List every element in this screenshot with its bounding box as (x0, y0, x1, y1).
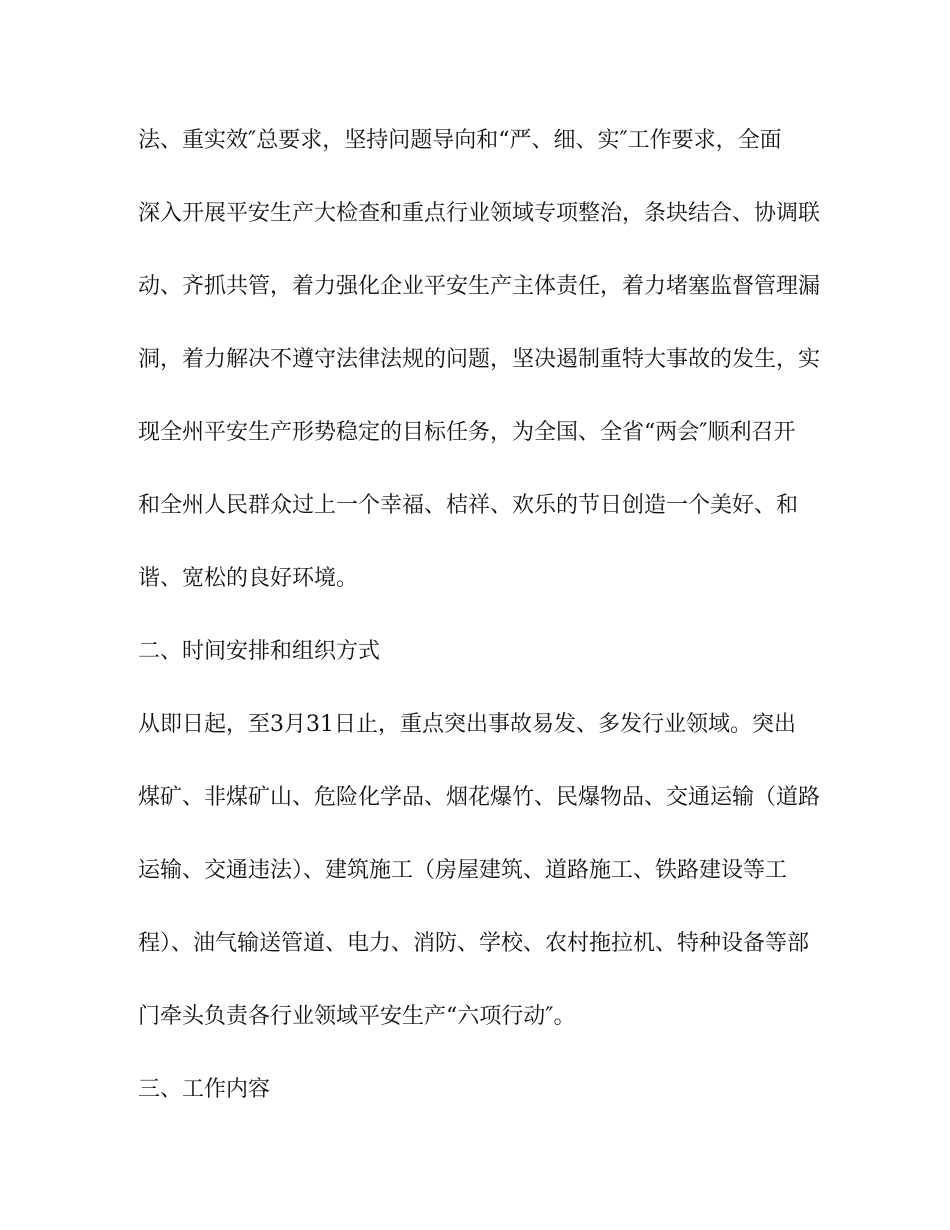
section-heading-2: 二、时间安排和组织方式 (138, 639, 381, 664)
paragraph-line: 谐、宽松的良好环境。 (138, 566, 359, 591)
paragraph-line: 洞，着力解决不遵守法律法规的问题，坚决遏制重特大事故的发生，实 (138, 347, 821, 372)
paragraph-line: 现全州平安生产形势稳定的目标任务，为全国、全省“两会″顺利召开 (138, 420, 796, 445)
paragraph-line: 从即日起，至3月31日止，重点突出事故易发、多发行业领域。突出 (138, 712, 796, 737)
section-heading-3: 三、工作内容 (138, 1077, 271, 1102)
paragraph-line: 法、重实效″总要求，坚持问题导向和“严、细、实″工作要求，全面 (138, 128, 782, 153)
paragraph-line: 和全州人民群众过上一个幸福、桔祥、欢乐的节日创造一个美好、和 (138, 493, 799, 518)
paragraph-line: 深入开展平安生产大检查和重点行业领域专项整治，条块结合、协调联 (138, 201, 821, 226)
paragraph-line: 动、齐抓共管，着力强化企业平安生产主体责任，着力堵塞监督管理漏 (138, 274, 821, 299)
paragraph-line: 运输、交通违法）、建筑施工（房屋建筑、道路施工、铁路建设等工 (138, 858, 788, 883)
paragraph-line: 门牵头负责各行业领域平安生产“六项行动″。 (138, 1004, 576, 1029)
paragraph-line: 程）、油气输送管道、电力、消防、学校、农村拖拉机、特种设备等部 (138, 931, 810, 956)
paragraph-line: 煤矿、非煤矿山、危险化学品、烟花爆竹、民爆物品、交通运输（道路 (138, 785, 821, 810)
